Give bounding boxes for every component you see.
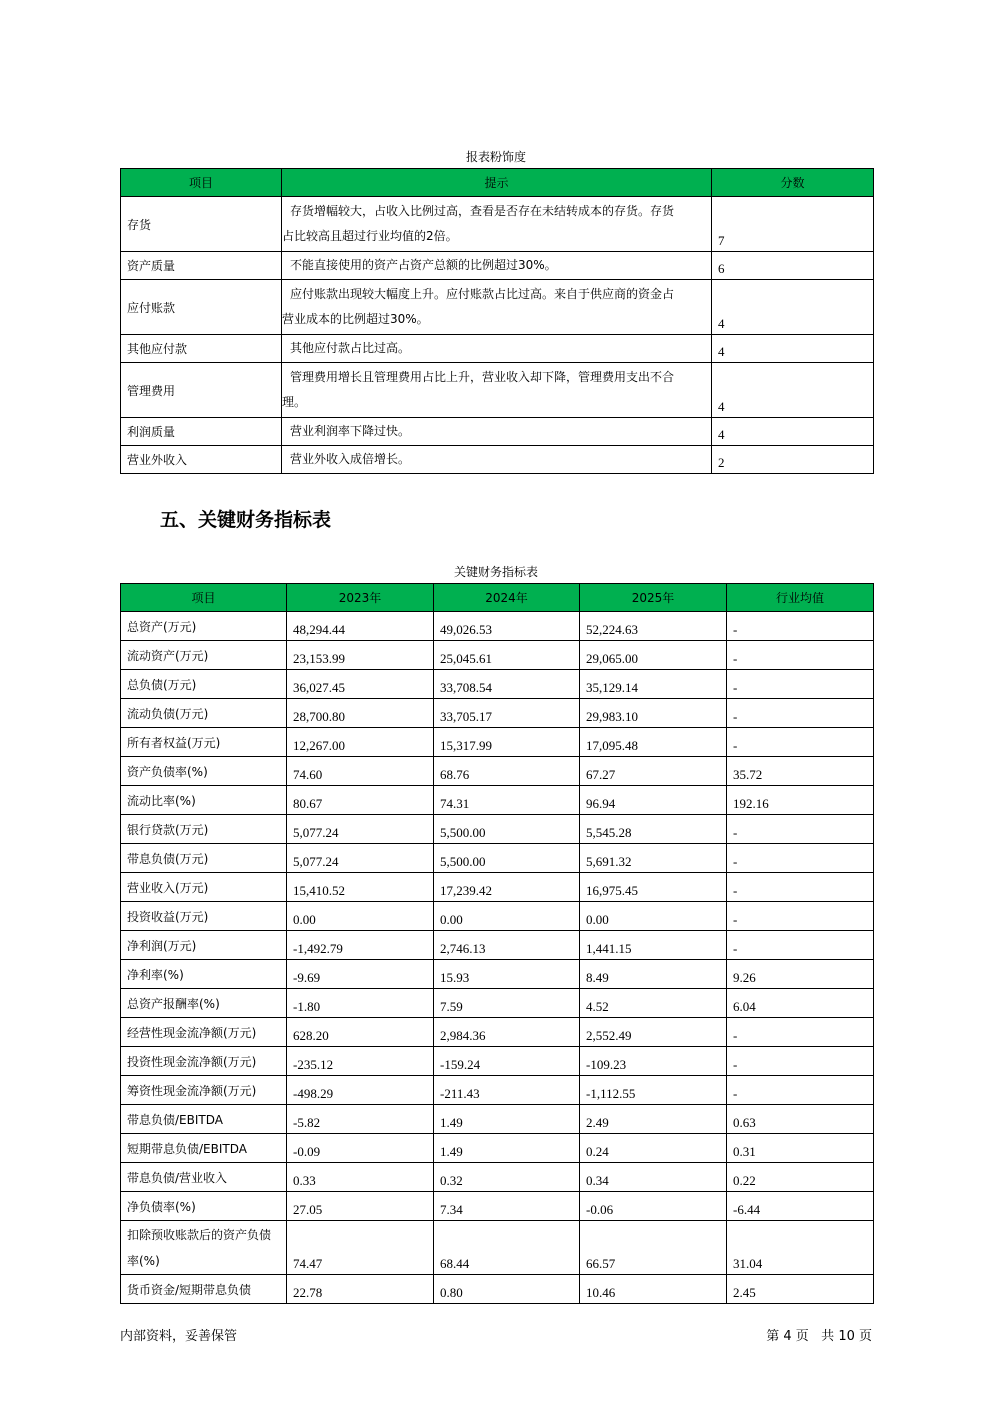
- table-row: [121, 670, 874, 699]
- row-tip: [282, 446, 712, 474]
- row-item: 经营性现金流净额(万元): [121, 1018, 287, 1047]
- value-2024: 7.59: [434, 989, 580, 1018]
- value-2024: 33,708.54: [434, 670, 580, 699]
- row-item: 总资产报酬率(%): [121, 989, 287, 1018]
- tip-line: 理。: [282, 395, 307, 409]
- table-row: [121, 1192, 874, 1221]
- value-industry-avg: 2.45: [727, 1275, 874, 1304]
- tip-line: 存货增幅较大，占收入比例过高，查看是否存在未结转成本的存货。存货: [290, 204, 675, 218]
- tip-line: 其他应付款占比过高。: [290, 341, 411, 355]
- value-industry-avg: 0.22: [727, 1163, 874, 1192]
- value-industry-avg: 192.16: [727, 786, 874, 815]
- table-row: [121, 197, 874, 252]
- whitewash-table: [120, 168, 874, 474]
- header-2023: 2023年: [287, 584, 434, 612]
- value-2025: 5,545.28: [580, 815, 727, 844]
- value-2024: 2,746.13: [434, 931, 580, 960]
- value-industry-avg: 9.26: [727, 960, 874, 989]
- value-2025: 1,441.15: [580, 931, 727, 960]
- row-tip: [282, 418, 712, 446]
- row-item: 其他应付款: [121, 335, 282, 363]
- row-item: 流动负债(万元): [121, 699, 287, 728]
- table-row: [121, 1018, 874, 1047]
- table-row: [121, 363, 874, 418]
- table-row: [121, 1275, 874, 1304]
- value-2024: 7.34: [434, 1192, 580, 1221]
- value-industry-avg: -: [727, 815, 874, 844]
- row-item: 银行贷款(万元): [121, 815, 287, 844]
- row-tip: [282, 197, 712, 252]
- section-title: 五、关键财务指标表: [160, 509, 332, 531]
- value-2025: 66.57: [580, 1221, 727, 1275]
- row-item: 短期带息负债/EBITDA: [121, 1134, 287, 1163]
- value-2024: 0.00: [434, 902, 580, 931]
- row-score: 4: [712, 335, 874, 363]
- value-2024: 68.44: [434, 1221, 580, 1275]
- value-2023: -1.80: [287, 989, 434, 1018]
- table-row: [121, 418, 874, 446]
- table-row: [121, 1047, 874, 1076]
- value-2023: 27.05: [287, 1192, 434, 1221]
- table-row: [121, 641, 874, 670]
- value-2023: 15,410.52: [287, 873, 434, 902]
- value-2023: 22.78: [287, 1275, 434, 1304]
- row-item: 营业外收入: [121, 446, 282, 474]
- row-tip: [282, 252, 712, 280]
- value-2025: 2.49: [580, 1105, 727, 1134]
- table-row: [121, 786, 874, 815]
- value-2025: 5,691.32: [580, 844, 727, 873]
- row-tip: [282, 363, 712, 418]
- value-2025: 10.46: [580, 1275, 727, 1304]
- table-row: [121, 699, 874, 728]
- table-row: [121, 873, 874, 902]
- value-industry-avg: -: [727, 699, 874, 728]
- value-2023: 0.00: [287, 902, 434, 931]
- value-industry-avg: -: [727, 1018, 874, 1047]
- value-2023: -0.09: [287, 1134, 434, 1163]
- table-row: [121, 757, 874, 786]
- value-2024: 15.93: [434, 960, 580, 989]
- value-2023: -498.29: [287, 1076, 434, 1105]
- value-2024: 17,239.42: [434, 873, 580, 902]
- value-2023: 0.33: [287, 1163, 434, 1192]
- tip-line: 营业外收入成倍增长。: [290, 452, 411, 466]
- table-row: [121, 1076, 874, 1105]
- value-2024: 0.80: [434, 1275, 580, 1304]
- row-tip: [282, 280, 712, 335]
- row-score: 7: [712, 197, 874, 252]
- value-2023: 28,700.80: [287, 699, 434, 728]
- header-score: 分数: [712, 169, 874, 197]
- tip-line: 不能直接使用的资产占资产总额的比例超过30%。: [290, 258, 557, 272]
- value-2024: 2,984.36: [434, 1018, 580, 1047]
- value-2023: 628.20: [287, 1018, 434, 1047]
- value-industry-avg: -: [727, 844, 874, 873]
- key-financial-table: [120, 583, 874, 1304]
- tip-line: 占比较高且超过行业均值的2倍。: [282, 229, 458, 243]
- row-item: 扣除预收账款后的资产负债率(%): [121, 1221, 287, 1275]
- table-row: [121, 931, 874, 960]
- value-industry-avg: -: [727, 1047, 874, 1076]
- row-item: 存货: [121, 197, 282, 252]
- value-industry-avg: -6.44: [727, 1192, 874, 1221]
- value-2024: 33,705.17: [434, 699, 580, 728]
- row-score: 4: [712, 418, 874, 446]
- row-item: 流动比率(%): [121, 786, 287, 815]
- value-2024: 5,500.00: [434, 844, 580, 873]
- value-2023: 23,153.99: [287, 641, 434, 670]
- value-2025: 8.49: [580, 960, 727, 989]
- value-2023: -235.12: [287, 1047, 434, 1076]
- value-2023: -9.69: [287, 960, 434, 989]
- value-2025: 16,975.45: [580, 873, 727, 902]
- row-item: 净利率(%): [121, 960, 287, 989]
- value-2024: 1.49: [434, 1105, 580, 1134]
- row-score: 4: [712, 280, 874, 335]
- table-row: [121, 844, 874, 873]
- row-item: 带息负债(万元): [121, 844, 287, 873]
- table-row: [121, 280, 874, 335]
- row-score: 2: [712, 446, 874, 474]
- table1-caption: 报表粉饰度: [465, 150, 526, 164]
- table-row: [121, 446, 874, 474]
- value-2024: -159.24: [434, 1047, 580, 1076]
- value-2024: 74.31: [434, 786, 580, 815]
- value-2024: 25,045.61: [434, 641, 580, 670]
- value-2024: -211.43: [434, 1076, 580, 1105]
- value-2023: 5,077.24: [287, 815, 434, 844]
- value-2025: 4.52: [580, 989, 727, 1018]
- value-2023: 48,294.44: [287, 612, 434, 641]
- row-item: 流动资产(万元): [121, 641, 287, 670]
- header-item: 项目: [121, 169, 282, 197]
- table-row: [121, 728, 874, 757]
- row-item: 所有者权益(万元): [121, 728, 287, 757]
- value-2024: 5,500.00: [434, 815, 580, 844]
- row-item: 总资产(万元): [121, 612, 287, 641]
- value-2023: -5.82: [287, 1105, 434, 1134]
- value-2024: 1.49: [434, 1134, 580, 1163]
- row-item: 带息负债/EBITDA: [121, 1105, 287, 1134]
- value-industry-avg: -: [727, 873, 874, 902]
- value-2023: -1,492.79: [287, 931, 434, 960]
- table-row: [121, 815, 874, 844]
- row-item: 资产负债率(%): [121, 757, 287, 786]
- tip-line: 营业利润率下降过快。: [290, 424, 411, 438]
- value-2024: 15,317.99: [434, 728, 580, 757]
- table-row: [121, 252, 874, 280]
- value-industry-avg: 31.04: [727, 1221, 874, 1275]
- row-item: 筹资性现金流净额(万元): [121, 1076, 287, 1105]
- row-score: 4: [712, 363, 874, 418]
- value-2025: -109.23: [580, 1047, 727, 1076]
- table-row: [121, 989, 874, 1018]
- value-industry-avg: -: [727, 728, 874, 757]
- row-item: 管理费用: [121, 363, 282, 418]
- table-row: [121, 1105, 874, 1134]
- value-industry-avg: 0.31: [727, 1134, 874, 1163]
- value-2025: 0.00: [580, 902, 727, 931]
- footer-page-number: 第 4 页 共 10 页: [766, 1329, 872, 1344]
- row-item: 营业收入(万元): [121, 873, 287, 902]
- tip-line: 管理费用增长且管理费用占比上升，营业收入却下降，管理费用支出不合: [290, 370, 675, 384]
- value-2025: 17,095.48: [580, 728, 727, 757]
- value-industry-avg: -: [727, 641, 874, 670]
- table-row: [121, 902, 874, 931]
- header-item: 项目: [121, 584, 287, 612]
- value-2025: 0.24: [580, 1134, 727, 1163]
- value-2025: 29,065.00: [580, 641, 727, 670]
- value-2023: 74.60: [287, 757, 434, 786]
- value-2025: 2,552.49: [580, 1018, 727, 1047]
- value-industry-avg: 0.63: [727, 1105, 874, 1134]
- value-2025: -1,112.55: [580, 1076, 727, 1105]
- row-item: 净负债率(%): [121, 1192, 287, 1221]
- table2-caption: 关键财务指标表: [453, 565, 538, 579]
- row-item: 投资收益(万元): [121, 902, 287, 931]
- header-2024: 2024年: [434, 584, 580, 612]
- value-2025: -0.06: [580, 1192, 727, 1221]
- table-row: [121, 960, 874, 989]
- value-2025: 0.34: [580, 1163, 727, 1192]
- row-item: 投资性现金流净额(万元): [121, 1047, 287, 1076]
- value-2023: 36,027.45: [287, 670, 434, 699]
- tip-line: 应付账款出现较大幅度上升。应付账款占比过高。来自于供应商的资金占: [290, 287, 675, 301]
- header-tip: 提示: [282, 169, 712, 197]
- value-industry-avg: -: [727, 902, 874, 931]
- value-2023: 80.67: [287, 786, 434, 815]
- row-item: 总负债(万元): [121, 670, 287, 699]
- header-industry-avg: 行业均值: [727, 584, 874, 612]
- value-2025: 96.94: [580, 786, 727, 815]
- value-2025: 35,129.14: [580, 670, 727, 699]
- value-2024: 0.32: [434, 1163, 580, 1192]
- table-row: [121, 612, 874, 641]
- value-industry-avg: 35.72: [727, 757, 874, 786]
- value-2023: 74.47: [287, 1221, 434, 1275]
- value-2025: 29,983.10: [580, 699, 727, 728]
- value-2025: 67.27: [580, 757, 727, 786]
- value-2024: 49,026.53: [434, 612, 580, 641]
- value-industry-avg: 6.04: [727, 989, 874, 1018]
- row-item: 货币资金/短期带息负债: [121, 1275, 287, 1304]
- table-row: [121, 335, 874, 363]
- tip-line: 营业成本的比例超过30%。: [282, 312, 429, 326]
- value-2025: 52,224.63: [580, 612, 727, 641]
- value-industry-avg: -: [727, 612, 874, 641]
- row-score: 6: [712, 252, 874, 280]
- value-industry-avg: -: [727, 1076, 874, 1105]
- row-item: 资产质量: [121, 252, 282, 280]
- row-item: 应付账款: [121, 280, 282, 335]
- row-item: 净利润(万元): [121, 931, 287, 960]
- value-industry-avg: -: [727, 670, 874, 699]
- table-row: [121, 1221, 874, 1275]
- value-2023: 5,077.24: [287, 844, 434, 873]
- value-2024: 68.76: [434, 757, 580, 786]
- table-row: [121, 1163, 874, 1192]
- row-tip: [282, 335, 712, 363]
- value-industry-avg: -: [727, 931, 874, 960]
- row-item: 带息负债/营业收入: [121, 1163, 287, 1192]
- row-item: 利润质量: [121, 418, 282, 446]
- value-2023: 12,267.00: [287, 728, 434, 757]
- table-row: [121, 1134, 874, 1163]
- footer-left: 内部资料，妥善保管: [120, 1329, 238, 1344]
- header-2025: 2025年: [580, 584, 727, 612]
